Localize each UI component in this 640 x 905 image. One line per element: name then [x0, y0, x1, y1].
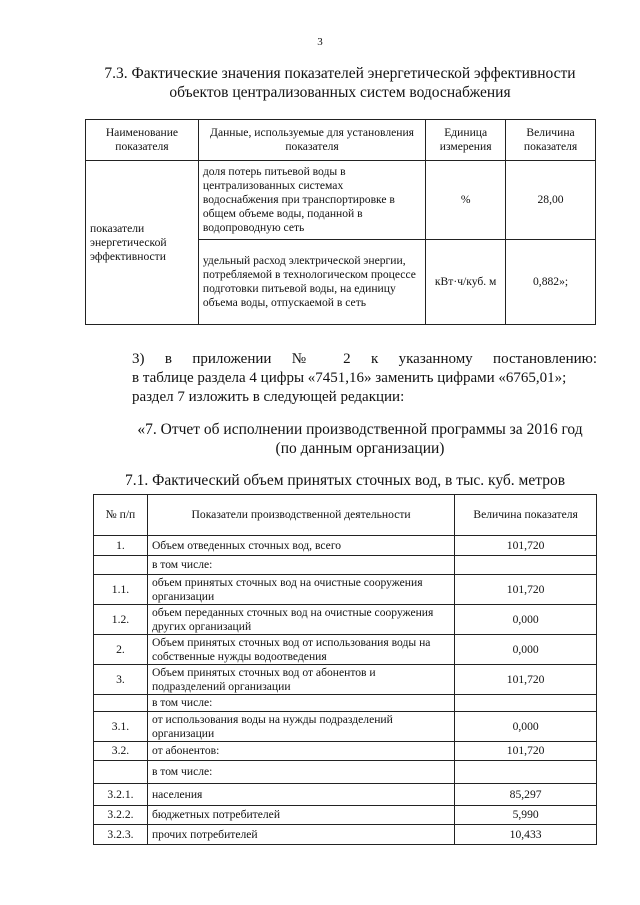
value-cell: 28,00	[506, 161, 596, 240]
indicator-name-cell: показатели энергетической эффективности	[86, 161, 199, 325]
section-73-title-line2: объектов централизованных систем водоснабжения	[169, 84, 511, 101]
row-description: Объем принятых сточных вод от использования воды на собственные нужды водоотведения	[147, 635, 454, 665]
row-number: 3.2.1.	[94, 784, 148, 806]
row-value: 101,720	[455, 575, 597, 605]
paragraph-3-line2: в таблице раздела 4 цифры «7451,16» заменить цифрами «6765,01»;	[132, 370, 567, 386]
row-number: 3.2.3.	[94, 825, 148, 845]
row-number: 2.	[94, 635, 148, 665]
data-cell: удельный расход электрической энергии, потребляемой в технологическом процессе подготовки питьевой воды, на единицу объема воды, отпускаемой в сеть	[198, 240, 425, 325]
row-number	[94, 695, 148, 712]
energy-efficiency-table	[85, 119, 596, 325]
row-description: в том числе:	[147, 556, 454, 575]
row-number: 3.1.	[94, 712, 148, 742]
table-row	[94, 761, 597, 784]
table-row	[94, 665, 597, 695]
table-header-row	[94, 495, 597, 536]
paragraph-3	[132, 350, 597, 407]
row-value	[455, 695, 597, 712]
row-description: в том числе:	[147, 761, 454, 784]
row-number: 1.2.	[94, 605, 148, 635]
row-description: Объем принятых сточных вод от абонентов и подразделений организации	[147, 665, 454, 695]
row-number: 1.1.	[94, 575, 148, 605]
row-value: 10,433	[455, 825, 597, 845]
table-row	[94, 536, 597, 556]
row-number	[94, 761, 148, 784]
row-description: в том числе:	[147, 695, 454, 712]
page-number: 3	[317, 36, 323, 48]
row-number: 3.2.	[94, 742, 148, 761]
row-description: от абонентов:	[147, 742, 454, 761]
table-row	[86, 161, 596, 240]
table-row	[94, 712, 597, 742]
table-row	[94, 575, 597, 605]
row-description: объем принятых сточных вод на очистные сооружения организации	[147, 575, 454, 605]
row-number: 1.	[94, 536, 148, 556]
row-number: 3.	[94, 665, 148, 695]
row-description: прочих потребителей	[147, 825, 454, 845]
row-number	[94, 556, 148, 575]
data-cell: доля потерь питьевой воды в централизованных системах водоснабжения при транспортировке в общем объеме воды, поданной в водопроводную сеть	[198, 161, 425, 240]
row-description: Объем отведенных сточных вод, всего	[147, 536, 454, 556]
header-indicator-name: Наименование показателя	[86, 120, 199, 161]
row-value	[455, 556, 597, 575]
section-71-title: 7.1. Фактический объем принятых сточных вод, в тыс. куб. метров	[124, 472, 566, 489]
unit-cell: кВт·ч/куб. м	[426, 240, 506, 325]
header-value: Величина показателя	[455, 495, 597, 536]
row-value	[455, 761, 597, 784]
section-73-title	[60, 64, 620, 102]
row-description: от использования воды на нужды подразделений организации	[147, 712, 454, 742]
wastewater-volume-table	[93, 494, 597, 845]
section-7-title-line2: (по данным организации)	[275, 440, 445, 457]
paragraph-3-line3: раздел 7 изложить в следующей редакции:	[132, 389, 405, 405]
value-cell: 0,882»;	[506, 240, 596, 325]
header-number: № п/п	[94, 495, 148, 536]
row-description: населения	[147, 784, 454, 806]
table-row	[94, 605, 597, 635]
row-value: 101,720	[455, 742, 597, 761]
table-row	[94, 635, 597, 665]
header-indicators: Показатели производственной деятельности	[147, 495, 454, 536]
section-7-title-line1: «7. Отчет об исполнении производственной программы за 2016 год	[137, 421, 583, 438]
section-7-title	[100, 420, 620, 458]
row-description: объем переданных сточных вод на очистные сооружения других организаций	[147, 605, 454, 635]
table-row	[94, 825, 597, 845]
row-value: 0,000	[455, 635, 597, 665]
table-row	[94, 556, 597, 575]
row-value: 101,720	[455, 665, 597, 695]
header-data-used: Данные, используемые для установления показателя	[198, 120, 425, 161]
paragraph-3-line1: 3) в приложении № 2 к указанному постановлению:	[132, 351, 597, 367]
row-value: 0,000	[455, 605, 597, 635]
row-description: бюджетных потребителей	[147, 806, 454, 825]
table-row	[94, 784, 597, 806]
table-row	[94, 742, 597, 761]
header-value: Величина показателя	[506, 120, 596, 161]
row-value: 101,720	[455, 536, 597, 556]
table-row	[94, 695, 597, 712]
row-value: 5,990	[455, 806, 597, 825]
row-value: 0,000	[455, 712, 597, 742]
row-value: 85,297	[455, 784, 597, 806]
row-number: 3.2.2.	[94, 806, 148, 825]
table-header-row	[86, 120, 596, 161]
header-unit: Единица измерения	[426, 120, 506, 161]
unit-cell: %	[426, 161, 506, 240]
section-73-title-line1: 7.3. Фактические значения показателей энергетической эффективности	[104, 65, 576, 82]
table-row	[94, 806, 597, 825]
